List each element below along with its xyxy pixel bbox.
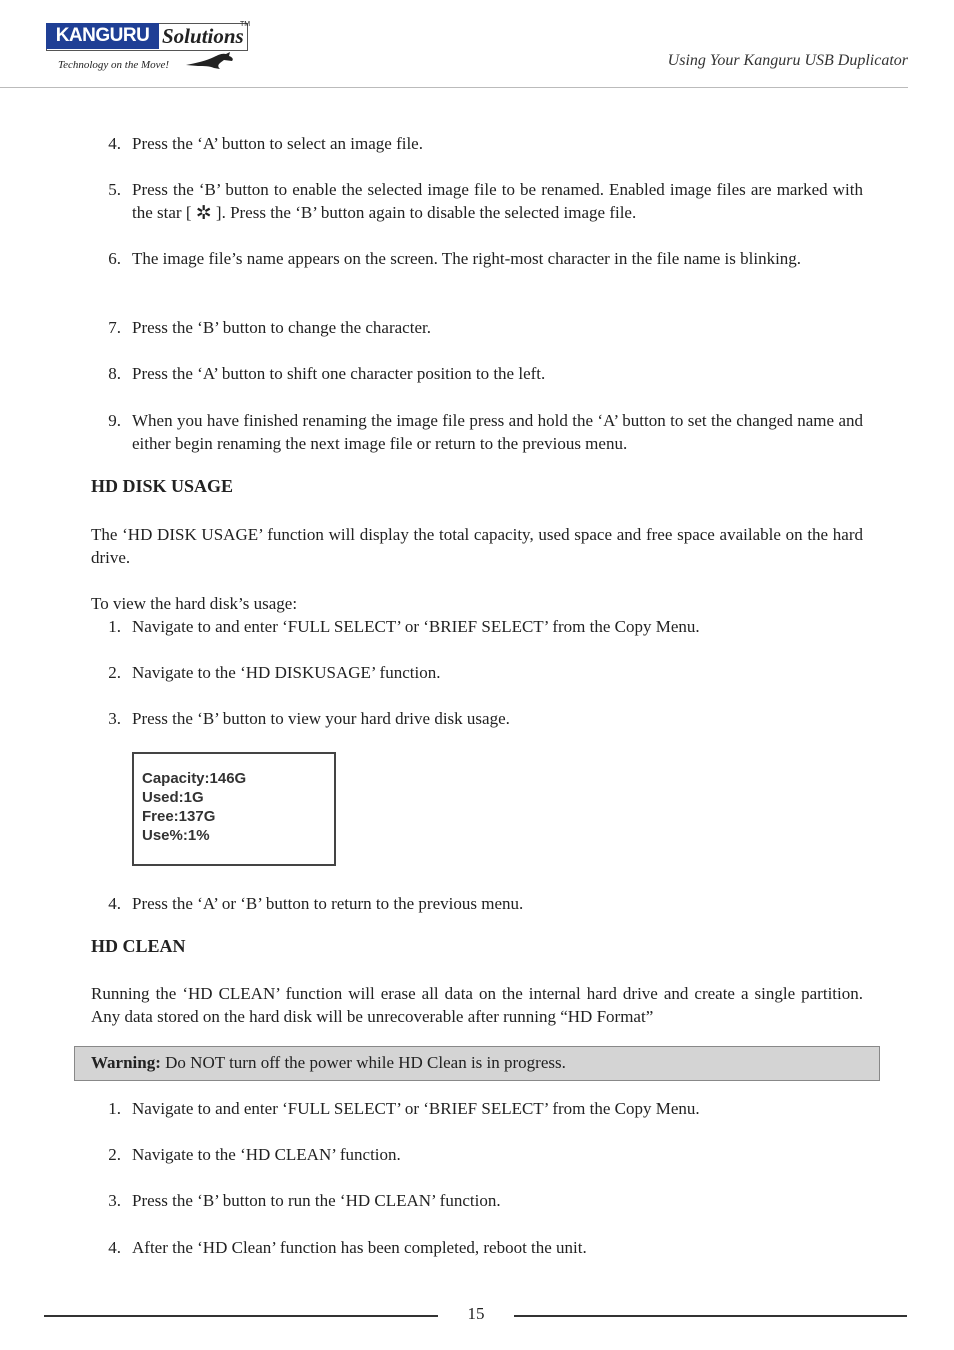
list-text: After the ‘HD Clean’ function has been completed, reboot the unit.	[132, 1238, 587, 1257]
section-heading-disk-usage: HD DISK USAGE	[91, 476, 234, 496]
list-text: Press the ‘B’ button to change the character.	[132, 318, 431, 337]
disk-usage-lead: To view the hard disk’s usage:	[91, 594, 298, 613]
lcd-line: Free:137G	[142, 808, 216, 825]
footer-divider-right	[514, 1315, 907, 1317]
logo-solutions: Solutions	[162, 24, 244, 48]
page-number: 15	[467, 1304, 485, 1323]
list-number: 8.	[108, 364, 121, 383]
warning-text: Do NOT turn off the power while HD Clean is in progress.	[160, 1053, 566, 1072]
footer-divider-left	[44, 1315, 438, 1317]
header-divider	[0, 87, 908, 88]
list-text: When you have finished renaming the image file press and hold the ‘A’ button to set the changed name and either begin renaming the next image file or return to the previous menu.	[132, 411, 863, 453]
list-text: Navigate to the ‘HD CLEAN’ function.	[132, 1145, 401, 1164]
header-title: Using Your Kanguru USB Duplicator	[667, 52, 908, 69]
list-text: Navigate to and enter ‘FULL SELECT’ or ‘BRIEF SELECT’ from the Copy Menu.	[132, 617, 700, 636]
list-item	[91, 1097, 863, 1120]
list-item	[91, 1189, 863, 1212]
list-item	[91, 409, 863, 455]
disk-usage-intro: The ‘HD DISK USAGE’ function will display the total capacity, used space and free space available on the hard drive.	[91, 525, 863, 567]
list-number: 2.	[108, 1145, 121, 1164]
star-icon: ✲	[195, 203, 212, 224]
list-item	[91, 316, 863, 339]
kanguru-logo	[44, 21, 254, 77]
list-item	[91, 247, 863, 270]
list-item	[91, 661, 863, 684]
lcd-display	[132, 752, 336, 866]
list-number: 7.	[108, 318, 121, 337]
list-number: 6.	[108, 249, 121, 268]
list-text-part: Press the ‘B’ button to enable the selected image file to be renamed. Enabled image files are marked with the star [	[132, 180, 863, 222]
list-number: 1.	[108, 617, 121, 636]
lcd-line: Used:1G	[142, 789, 204, 806]
list-item	[91, 1143, 863, 1166]
warning-box	[74, 1046, 880, 1081]
list-item	[91, 1236, 863, 1259]
list-number: 5.	[108, 180, 121, 199]
list-text	[132, 178, 863, 224]
list-text: Press the ‘A’ or ‘B’ button to return to the previous menu.	[132, 894, 524, 913]
logo-brand: KANGURU	[46, 23, 159, 49]
kangaroo-icon	[184, 51, 236, 71]
list-item	[91, 707, 863, 730]
list-item	[91, 362, 863, 385]
list-number: 1.	[108, 1099, 121, 1118]
list-number: 4.	[108, 134, 121, 153]
list-number: 3.	[108, 709, 121, 728]
logo-tagline: Technology on the Move!	[58, 59, 170, 71]
list-text: Navigate to and enter ‘FULL SELECT’ or ‘BRIEF SELECT’ from the Copy Menu.	[132, 1099, 700, 1118]
list-text: Press the ‘A’ button to shift one character position to the left.	[132, 364, 546, 383]
list-text: The image file’s name appears on the screen. The right-most character in the file name is blinking.	[132, 249, 802, 268]
list-text: Press the ‘B’ button to run the ‘HD CLEAN’ function.	[132, 1191, 501, 1210]
list-item	[91, 132, 863, 155]
list-item	[91, 178, 863, 224]
list-text: Press the ‘B’ button to view your hard drive disk usage.	[132, 709, 510, 728]
list-text: Press the ‘A’ button to select an image file.	[132, 134, 423, 153]
list-item	[91, 615, 863, 638]
list-text-part: ]. Press the ‘B’ button again to disable the selected image file.	[211, 203, 637, 222]
list-number: 2.	[108, 663, 121, 682]
list-number: 4.	[108, 894, 121, 913]
warning-label: Warning:	[91, 1053, 161, 1072]
lcd-line: Capacity:146G	[142, 770, 247, 787]
section-heading-hd-clean: HD CLEAN	[91, 936, 186, 956]
list-number: 9.	[108, 411, 121, 430]
lcd-line: Use%:1%	[142, 827, 210, 844]
hd-clean-intro: Running the ‘HD CLEAN’ function will erase all data on the internal hard drive and create a single partition. Any data stored on the hard disk will be unrecoverable after running “HD Format”	[91, 984, 863, 1026]
logo-trademark: TM	[240, 21, 251, 28]
list-text: Navigate to the ‘HD DISKUSAGE’ function.	[132, 663, 441, 682]
list-item	[91, 892, 863, 915]
list-number: 3.	[108, 1191, 121, 1210]
list-number: 4.	[108, 1238, 121, 1257]
